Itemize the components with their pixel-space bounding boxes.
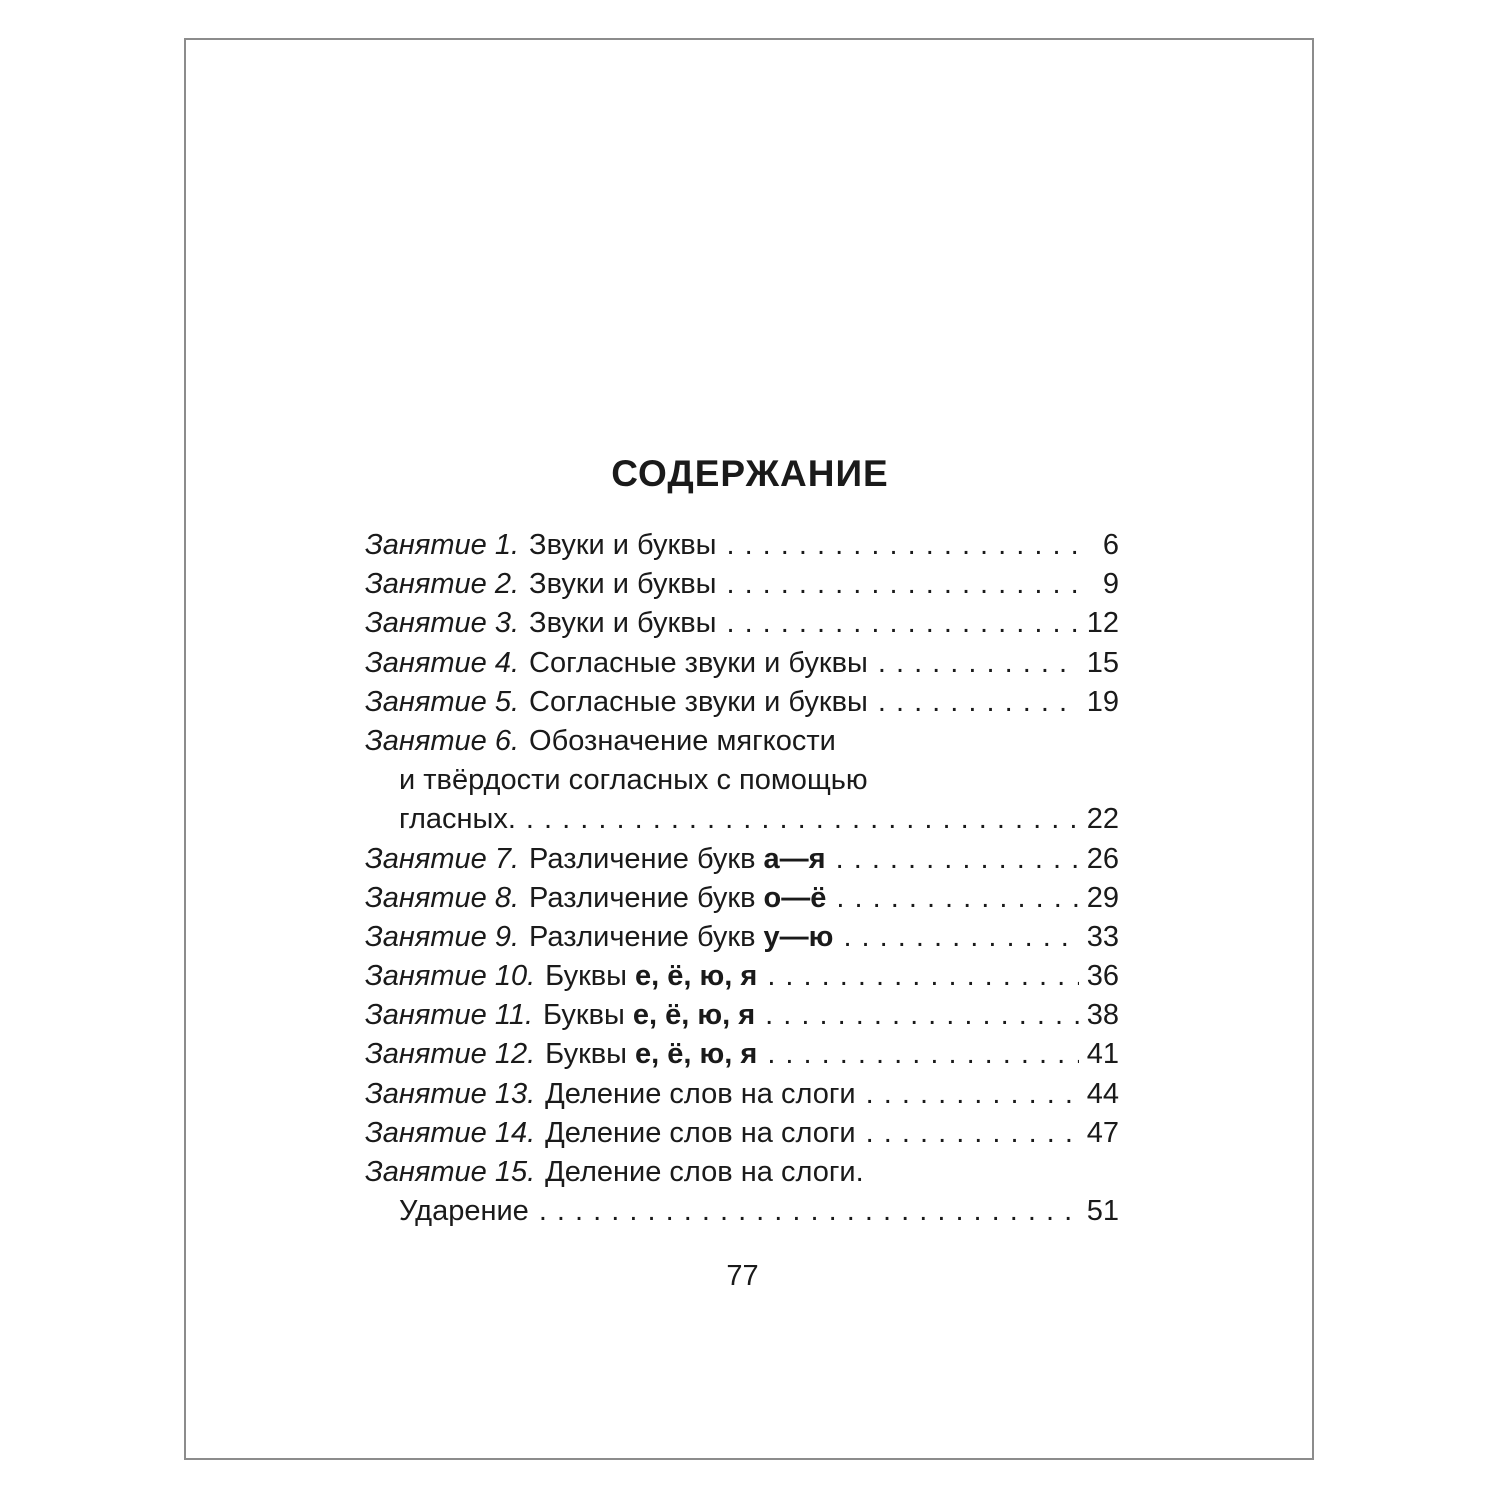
toc-entry-1[interactable]	[365, 526, 1119, 565]
toc-page-number: 9	[1102, 568, 1119, 601]
toc-topic: Согласные звуки и буквы	[529, 685, 868, 718]
toc-leader-dots	[765, 996, 1079, 1035]
toc-letter-pair: о—ё	[763, 881, 827, 914]
toc-entry-10[interactable]	[365, 957, 1119, 996]
toc-topic: Буквы	[545, 960, 628, 993]
toc-leader-dots	[843, 918, 1078, 957]
toc-lesson-label: Занятие 10.	[365, 960, 536, 993]
toc-entry-7[interactable]	[365, 840, 1119, 879]
toc-topic: Различение букв	[529, 842, 756, 875]
toc-letter-list: е, ё, ю, я	[635, 960, 758, 993]
toc-lesson-label: Занятие 7.	[365, 842, 520, 875]
toc-entry-2[interactable]	[365, 565, 1119, 604]
toc-topic: Буквы	[545, 1038, 628, 1071]
toc-lesson-label: Занятие 14.	[365, 1116, 536, 1149]
toc-entry-6[interactable]	[365, 722, 1119, 761]
toc-topic-continuation: и твёрдости согласных с помощью	[399, 764, 868, 797]
toc-lesson-label: Занятие 5.	[365, 685, 520, 718]
toc-lesson-label: Занятие 11.	[365, 999, 534, 1032]
toc-topic: Звуки и буквы	[529, 529, 717, 561]
toc-lesson-label: Занятие 13.	[365, 1077, 536, 1110]
toc-topic: Деление слов на слоги	[545, 1116, 856, 1149]
toc-entry-15[interactable]	[365, 1153, 1119, 1192]
toc-page-number: 29	[1086, 881, 1119, 914]
toc-page-number: 36	[1086, 960, 1119, 993]
toc-leader-dots	[878, 683, 1079, 722]
toc-page-number: 44	[1086, 1077, 1119, 1110]
toc-leader-dots	[878, 644, 1079, 683]
toc-leader-dots	[836, 879, 1078, 918]
page-number: 77	[726, 1260, 759, 1292]
toc-page-number: 41	[1086, 1038, 1119, 1071]
toc-page-number: 22	[1086, 803, 1119, 836]
toc-leader-dots	[866, 1075, 1079, 1114]
toc-lesson-label: Занятие 8.	[365, 881, 520, 914]
toc-letter-pair: а—я	[763, 842, 826, 875]
toc-entry-5[interactable]	[365, 683, 1119, 722]
toc-page-number: 26	[1086, 842, 1119, 875]
toc-leader-dots	[866, 1114, 1079, 1153]
toc-leader-dots	[539, 1192, 1079, 1231]
toc-leader-dots	[726, 565, 1081, 604]
toc-entry-14[interactable]	[365, 1114, 1119, 1153]
toc-page-number: 33	[1086, 920, 1119, 953]
toc-lesson-label: Занятие 12.	[365, 1038, 536, 1071]
toc-entry-11[interactable]	[365, 996, 1119, 1035]
toc-page-number: 19	[1086, 685, 1119, 718]
toc-lesson-label: Занятие 2.	[365, 568, 520, 601]
toc-leader-dots	[726, 604, 1078, 643]
toc-letter-list: е, ё, ю, я	[632, 999, 756, 1032]
toc-entry-15-continuation[interactable]	[365, 1192, 1119, 1231]
toc-lesson-label: Занятие 6.	[365, 724, 520, 757]
toc-lesson-label: Занятие 3.	[365, 607, 520, 640]
toc-topic: Обозначение мягкости	[529, 724, 836, 757]
toc-topic: Звуки и буквы	[529, 607, 717, 640]
toc-page-number: 38	[1086, 999, 1119, 1032]
toc-topic: Деление слов на слоги	[545, 1077, 856, 1110]
toc-leader-dots	[767, 1035, 1078, 1074]
toc-page-number: 15	[1086, 646, 1119, 679]
toc-page-number: 51	[1086, 1195, 1119, 1228]
toc-leader-dots	[836, 840, 1079, 879]
toc-entry-8[interactable]	[365, 879, 1119, 918]
page-title: СОДЕРЖАНИЕ	[611, 453, 889, 494]
toc-page-number: 6	[1102, 529, 1119, 561]
toc-entry-9[interactable]	[365, 918, 1119, 957]
toc-leader-dots	[526, 800, 1079, 839]
toc-lesson-label: Занятие 4.	[365, 646, 520, 679]
toc-entry-6-continuation	[365, 761, 1119, 800]
toc-lesson-label: Занятие 1.	[365, 529, 520, 561]
toc-entry-6-continuation-end[interactable]	[365, 800, 1119, 839]
toc-entry-13[interactable]	[365, 1075, 1119, 1114]
toc-topic: Деление слов на слоги.	[545, 1156, 864, 1188]
toc-leader-dots	[767, 957, 1078, 996]
toc-page-number: 47	[1086, 1116, 1119, 1149]
toc-letter-list: е, ё, ю, я	[635, 1038, 758, 1071]
toc-topic: Различение букв	[529, 920, 756, 953]
toc-topic-continuation: Ударение	[399, 1195, 529, 1228]
toc-page-number: 12	[1086, 607, 1119, 640]
table-of-contents	[365, 526, 1119, 1231]
toc-lesson-label: Занятие 9.	[365, 920, 520, 953]
toc-topic: Звуки и буквы	[529, 568, 717, 601]
toc-topic: Согласные звуки и буквы	[529, 646, 868, 679]
toc-topic-continuation: гласных.	[399, 803, 516, 836]
toc-entry-3[interactable]	[365, 604, 1119, 643]
toc-topic: Различение букв	[529, 881, 756, 914]
toc-lesson-label: Занятие 15.	[365, 1156, 536, 1188]
toc-leader-dots	[726, 526, 1081, 565]
toc-letter-pair: у—ю	[763, 920, 834, 953]
toc-entry-4[interactable]	[365, 644, 1119, 683]
toc-entry-12[interactable]	[365, 1035, 1119, 1074]
toc-topic: Буквы	[543, 999, 625, 1032]
